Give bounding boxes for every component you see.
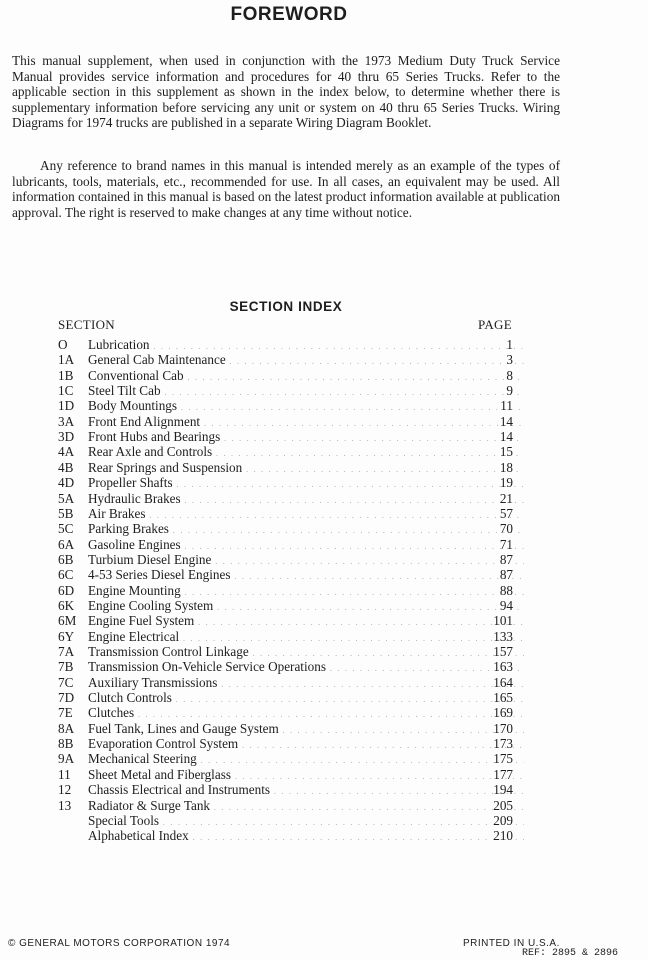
index-row [0, 337, 648, 352]
index-row [0, 767, 648, 782]
index-row [0, 690, 648, 705]
section-label: Hydraulic Brakes . . . [88, 491, 524, 508]
index-row [0, 567, 648, 582]
section-index-title: SECTION INDEX [229, 299, 343, 314]
section-label: Evaporation Control System . . . [88, 736, 524, 753]
section-label: Special Tools . . . [88, 813, 524, 830]
section-label: Auxiliary Transmissions . . . [88, 675, 524, 692]
section-code: 5B [58, 505, 74, 521]
index-row [0, 828, 648, 843]
section-page-number: 94 [499, 597, 513, 613]
index-row [0, 429, 648, 444]
section-page-number: 8 [506, 367, 513, 383]
section-code: 4A [58, 444, 75, 460]
section-code: 1A [58, 352, 75, 368]
section-code: 8A [58, 720, 75, 736]
index-row [0, 583, 648, 598]
section-page-number: 21 [499, 490, 513, 506]
section-label: Mechanical Steering . . . [88, 751, 524, 768]
index-row [0, 813, 648, 828]
index-row [0, 368, 648, 383]
section-code: 6A [58, 536, 75, 552]
section-label: Propeller Shafts . . . [88, 475, 524, 492]
section-page-number: 165 [493, 690, 513, 706]
index-row [0, 537, 648, 552]
section-code: 7C [58, 674, 74, 690]
section-page-number: 88 [499, 582, 513, 598]
section-page-number: 70 [499, 521, 513, 537]
section-code: 6D [58, 582, 75, 598]
section-page-number: 194 [493, 782, 513, 798]
index-row [0, 414, 648, 429]
section-code: 4B [58, 459, 74, 475]
section-code: 7D [58, 690, 75, 706]
index-row [0, 521, 648, 536]
index-row [0, 721, 648, 736]
section-page-number: 164 [493, 674, 513, 690]
section-page-number: 9 [506, 383, 513, 399]
section-label: Front Hubs and Bearings . . . [88, 429, 524, 446]
section-label: 4-53 Series Diesel Engines . . . [88, 567, 524, 584]
section-page-number: 71 [499, 536, 513, 552]
index-row [0, 460, 648, 475]
section-code: 4D [58, 475, 75, 491]
section-page-number: 209 [493, 812, 513, 828]
section-code: 1B [58, 367, 74, 383]
section-column-header: SECTION [58, 317, 115, 332]
index-row [0, 552, 648, 567]
index-row [0, 751, 648, 766]
page-column-header: PAGE [478, 317, 512, 332]
section-page-number: 14 [499, 429, 513, 445]
section-code: 7B [58, 659, 74, 675]
section-page-number: 175 [493, 751, 513, 767]
section-label: Transmission Control Linkage . . . [88, 644, 524, 661]
section-label: Transmission On-Vehicle Service Operations . . . [88, 659, 524, 676]
reference-number: REF: 2895 & 2896 [522, 948, 619, 959]
section-code: 1C [58, 383, 74, 399]
section-label: Fuel Tank, Lines and Gauge System . . . [88, 721, 524, 738]
section-code: 5A [58, 490, 75, 506]
index-row [0, 506, 648, 521]
section-page-number: 87 [499, 567, 513, 583]
section-label: Conventional Cab . . . [88, 368, 524, 385]
index-row [0, 444, 648, 459]
section-page-number: 169 [493, 705, 513, 721]
section-label: Engine Mounting . . . [88, 583, 524, 600]
index-row [0, 398, 648, 413]
section-code: 6B [58, 551, 74, 567]
section-label: Steel Tilt Cab . . . [88, 383, 524, 400]
index-row [0, 629, 648, 644]
section-code: 7A [58, 644, 75, 659]
section-label: Clutch Controls . . . [88, 690, 524, 707]
foreword-paragraph-1: This manual supplement, when used in conjunction with the 1973 Medium Duty Truck Service Manual provides service information and procedures for 40 thru 65 Series Trucks. Refer to the applicable section in this supplement as shown in the index below, to determine whether there is supplementary information before servicing any unit or system on 40 thru 65 Series Trucks. Wiring Diagrams for 1974 trucks are published in a separate Wiring Diagram Booklet. [12, 53, 560, 130]
index-row [0, 613, 648, 628]
section-code: 6Y [58, 628, 75, 644]
printed-notice: PRINTED IN U.S.A. [463, 938, 560, 949]
section-page-number: 133 [493, 628, 513, 644]
section-page-number: 173 [493, 736, 513, 752]
section-code: 13 [58, 797, 72, 813]
section-label: Clutches . . . [88, 705, 524, 722]
foreword-paragraph-2: Any reference to brand names in this manual is intended merely as an example of the types of lubricants, tools, materials, etc., recommended for use. In all cases, an equivalent may be used. All information contained in this manual is based on the latest product information available at publication approval. The right is reserved to make changes at any time without notice. [12, 158, 560, 220]
index-row [0, 475, 648, 490]
section-code: 9A [58, 751, 75, 767]
section-page-number: 19 [499, 475, 513, 491]
section-code: O [58, 337, 68, 352]
section-label: Gasoline Engines . . . [88, 537, 524, 554]
index-row [0, 705, 648, 720]
index-row [0, 798, 648, 813]
section-page-number: 18 [499, 459, 513, 475]
section-code: 7E [58, 705, 73, 721]
index-row [0, 675, 648, 690]
section-page-number: 163 [493, 659, 513, 675]
index-row [0, 659, 648, 674]
section-label: Parking Brakes . . . [88, 521, 524, 538]
section-label: Radiator & Surge Tank . . . [88, 798, 524, 815]
section-label: Turbium Diesel Engine . . . [88, 552, 524, 569]
section-page-number: 14 [499, 413, 513, 429]
section-page-number: 57 [499, 505, 513, 521]
index-row [0, 598, 648, 613]
index-row [0, 736, 648, 751]
section-label: Lubrication . . . [88, 337, 524, 354]
index-row [0, 782, 648, 797]
section-label: Engine Electrical . . . [88, 629, 524, 646]
index-row [0, 644, 648, 659]
section-page-number: 177 [493, 766, 513, 782]
section-page-number: 157 [493, 644, 513, 659]
section-page-number: 210 [493, 828, 513, 844]
section-code: 3A [58, 413, 75, 429]
section-label: General Cab Maintenance . . . [88, 352, 524, 369]
section-page-number: 1 [506, 337, 513, 352]
section-label: Engine Cooling System . . . [88, 598, 524, 615]
section-label: Sheet Metal and Fiberglass . . . [88, 767, 524, 784]
section-page-number: 11 [500, 398, 513, 414]
section-code: 3D [58, 429, 75, 445]
index-row [0, 383, 648, 398]
section-label: Rear Axle and Controls . . . [88, 444, 524, 461]
page-title: FOREWORD [230, 4, 348, 25]
section-page-number: 205 [493, 797, 513, 813]
section-code: 12 [58, 782, 72, 798]
section-label: Body Mountings . . . [88, 398, 524, 415]
section-code: 5C [58, 521, 74, 537]
index-row [0, 491, 648, 506]
section-code: 8B [58, 736, 74, 752]
section-code: 6C [58, 567, 74, 583]
section-label: Front End Alignment . . . [88, 414, 524, 431]
section-label: Rear Springs and Suspension . . . [88, 460, 524, 477]
section-page-number: 3 [506, 352, 513, 368]
section-page-number: 101 [493, 613, 513, 629]
section-label: Engine Fuel System . . . [88, 613, 524, 630]
copyright-notice: © GENERAL MOTORS CORPORATION 1974 [8, 938, 231, 949]
section-page-number: 170 [493, 720, 513, 736]
section-page-number: 15 [499, 444, 513, 460]
section-label: Chassis Electrical and Instruments . . . [88, 782, 524, 799]
index-row [0, 352, 648, 367]
section-code: 11 [58, 766, 71, 782]
section-code: 6K [58, 597, 75, 613]
section-label: Air Brakes . . . [88, 506, 524, 523]
section-label: Alphabetical Index . . . [88, 828, 524, 845]
section-code: 1D [58, 398, 75, 414]
section-page-number: 87 [499, 551, 513, 567]
section-code: 6M [58, 613, 77, 629]
